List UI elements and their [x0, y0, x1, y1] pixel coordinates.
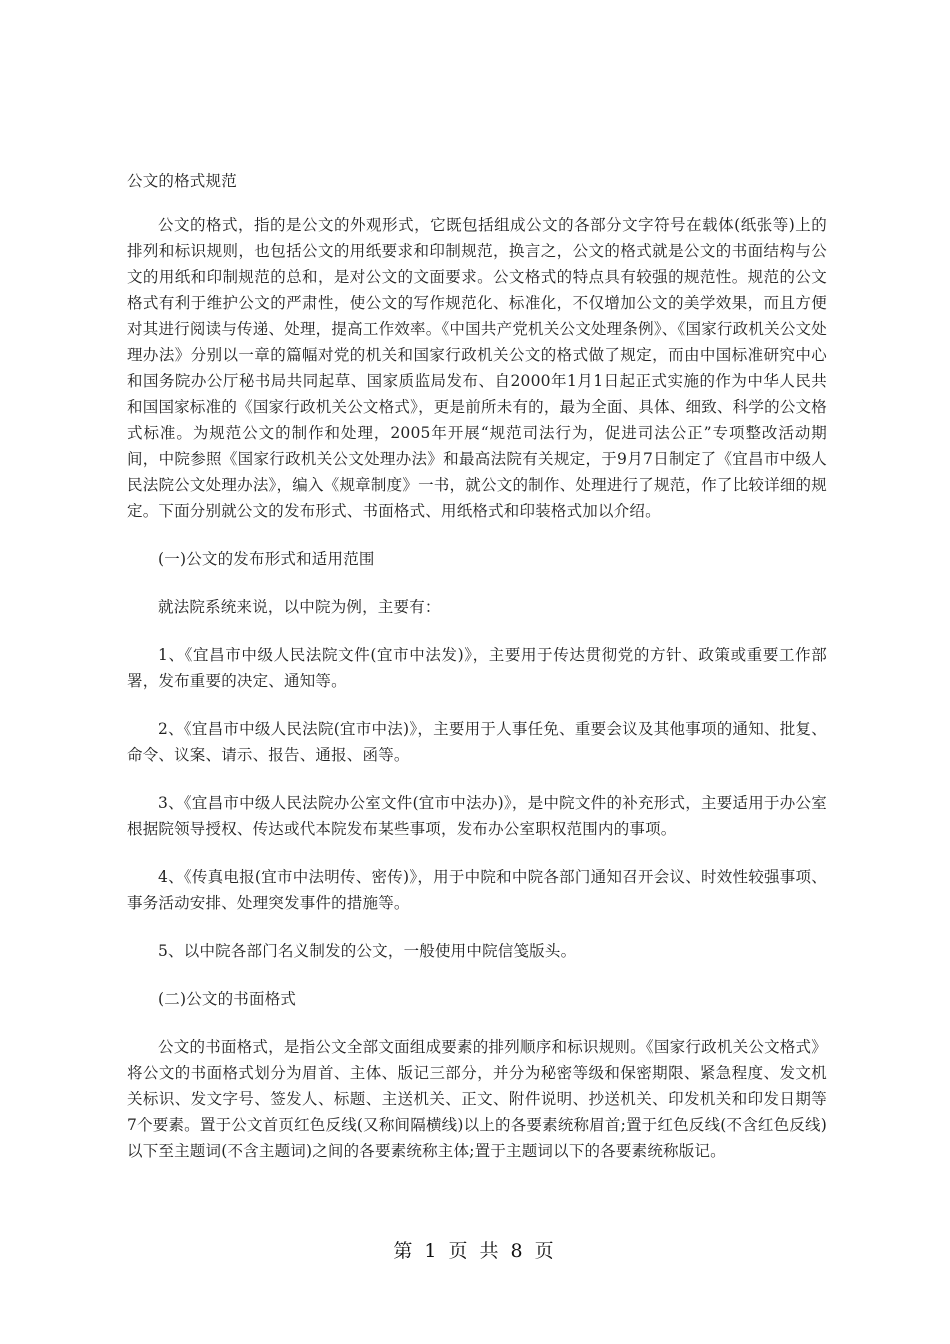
section-heading-2: (二)公文的书面格式 [158, 990, 297, 1008]
list-item-5: 5、以中院各部门名义制发的公文，一般使用中院信笺版头。 [158, 942, 577, 960]
list-item-3: 3、《宜昌市中级人民法院办公室文件(宜市中法办)》，是中院文件的补充形式，主要适用于办公室根据院领导授权、传达或代本院发布某些事项，发布办公室职权范围内的事项。 [127, 794, 827, 838]
paragraph-written-format: 公文的书面格式，是指公文全部文面组成要素的排列顺序和标识规则。《国家行政机关公文格式》将公文的书面格式划分为眉首、主体、版记三部分，并分为秘密等级和保密期限、紧急程度、发文机关标识、发文字号、签发人、标题、主送机关、正文、附件说明、抄送机关、印发机关和印发日期等7个要素。置于公文首页红色反线(又称间隔横线)以上的各要素统称眉首;置于红色反线(不含红色反线)以下至主题词(不含主题词)之间的各要素统称主体;置于主题词以下的各要素统称版记。 [127, 1038, 827, 1160]
page-number-footer: 第 1 页 共 8 页 [393, 1240, 557, 1262]
document-body [127, 168, 827, 1186]
document-title: 公文的格式规范 [127, 172, 237, 190]
section-heading-1: (一)公文的发布形式和适用范围 [158, 550, 375, 568]
intro-paragraph: 公文的格式，指的是公文的外观形式，它既包括组成公文的各部分文字符号在载体(纸张等)上的排列和标识规则，也包括公文的用纸要求和印制规范，换言之，公文的格式就是公文的书面结构与公文的用纸和印制规范的总和，是对公文的文面要求。公文格式的特点具有较强的规范性。规范的公文格式有利于维护公文的严肃性，使公文的写作规范化、标准化，不仅增加公文的美学效果，而且方便对其进行阅读与传递、处理，提高工作效率。《中国共产党机关公文处理条例》、《国家行政机关公文处理办法》分别以一章的篇幅对党的机关和国家行政机关公文的格式做了规定，而由中国标准研究中心和国务院办公厅秘书局共同起草、国家质监局发布、自2000年1月1日起正式实施的作为中华人民共和国国家标准的《国家行政机关公文格式》，更是前所未有的，最为全面、具体、细致、科学的公文格式标准。为规范公文的制作和处理，2005年开展“规范司法行为，促进司法公正”专项整改活动期间，中院参照《国家行政机关公文处理办法》和最高法院有关规定，于9月7日制定了《宜昌市中级人民法院公文处理办法》，编入《规章制度》一书，就公文的制作、处理进行了规范，作了比较详细的规定。下面分别就公文的发布形式、书面格式、用纸格式和印装格式加以介绍。 [127, 216, 827, 520]
list-item-4: 4、《传真电报(宜市中法明传、密传)》，用于中院和中院各部门通知召开会议、时效性较强事项、事务活动安排、处理突发事件的措施等。 [127, 868, 827, 912]
paragraph-main-types: 就法院系统来说，以中院为例，主要有： [158, 598, 441, 616]
list-item-2: 2、《宜昌市中级人民法院(宜市中法)》，主要用于人事任免、重要会议及其他事项的通知、批复、命令、议案、请示、报告、通报、函等。 [127, 720, 827, 764]
list-item-1: 1、《宜昌市中级人民法院文件(宜市中法发)》，主要用于传达贯彻党的方针、政策或重要工作部署，发布重要的决定、通知等。 [127, 646, 827, 690]
